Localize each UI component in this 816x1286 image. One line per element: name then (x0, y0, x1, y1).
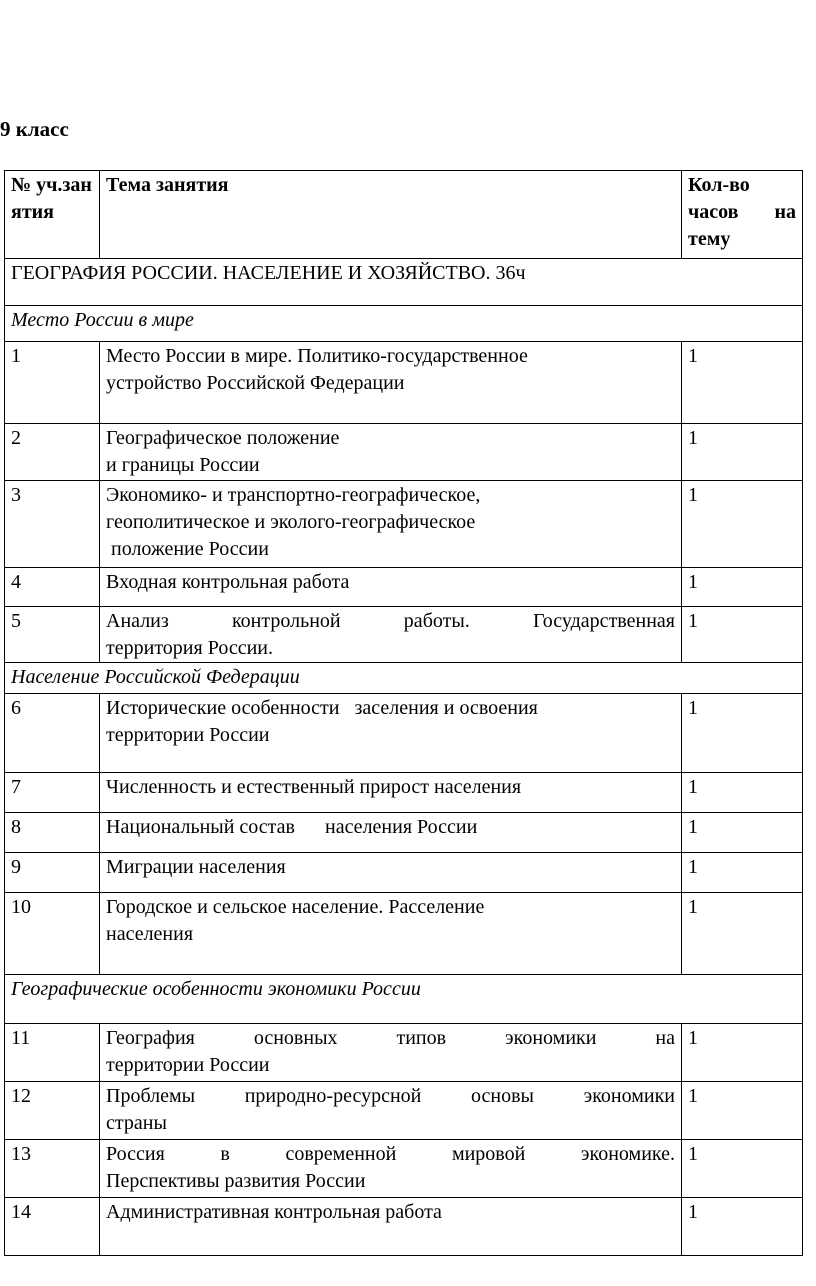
lesson-topic (100, 1024, 682, 1082)
lesson-topic-line: Географическое положение (106, 427, 340, 449)
lesson-number: 6 (5, 694, 100, 773)
lesson-hours: 1 (682, 342, 803, 424)
lesson-number: 2 (5, 424, 100, 481)
table-row (5, 568, 803, 607)
lesson-number: 8 (5, 813, 100, 853)
header-topic: Тема занятия (100, 171, 682, 259)
table-row (5, 694, 803, 773)
lesson-number: 3 (5, 481, 100, 568)
lesson-topic (100, 813, 682, 853)
lesson-number: 14 (5, 1198, 100, 1256)
lesson-topic-line: География основных типов экономики на (106, 1027, 675, 1049)
table-row (5, 1024, 803, 1082)
lesson-topic-line: Перспективы развития России (106, 1170, 366, 1192)
lesson-number: 10 (5, 893, 100, 975)
lesson-number: 13 (5, 1140, 100, 1198)
lesson-number: 11 (5, 1024, 100, 1082)
lesson-topic-line: Численность и естественный прирост населения (106, 776, 522, 798)
lesson-hours: 1 (682, 481, 803, 568)
section-main: ГЕОГРАФИЯ РОССИИ. НАСЕЛЕНИЕ И ХОЗЯЙСТВО. 36ч (5, 259, 803, 306)
lesson-topic-line: устройство Российской Федерации (106, 372, 405, 394)
lesson-topic (100, 1140, 682, 1198)
lesson-topic-line: Анализ контрольной работы. Государственная (106, 610, 675, 632)
lesson-topic-line: территория России. (106, 637, 273, 659)
lesson-topic (100, 481, 682, 568)
subsection-economy: Географические особенности экономики России (5, 975, 803, 1024)
subsection-population: Население Российской Федерации (5, 663, 803, 694)
lesson-hours: 1 (682, 853, 803, 893)
lesson-topic-line: геополитическое и эколого-географическое (106, 511, 476, 533)
lesson-hours: 1 (682, 1082, 803, 1140)
lesson-hours: 1 (682, 813, 803, 853)
lesson-number: 7 (5, 773, 100, 813)
lesson-topic-line: Городское и сельское население. Расселение (106, 896, 485, 918)
lesson-topic-line: положение России (106, 538, 269, 560)
lesson-topic-line: территории России (106, 1054, 270, 1076)
lesson-plan-table (4, 170, 803, 1256)
section-main-row (5, 259, 803, 306)
lesson-hours: 1 (682, 607, 803, 663)
lesson-topic-line: Административная контрольная работа (106, 1201, 442, 1223)
lesson-topic-line: Проблемы природно-ресурсной основы экономики (106, 1085, 675, 1107)
lesson-topic-line: Россия в современной мировой экономике. (106, 1143, 675, 1165)
lesson-hours: 1 (682, 1024, 803, 1082)
lesson-topic (100, 568, 682, 607)
lesson-topic-line: Миграции населения (106, 856, 286, 878)
table-row (5, 481, 803, 568)
lesson-topic (100, 607, 682, 663)
lesson-topic-line: страны (106, 1112, 167, 1134)
table-row (5, 424, 803, 481)
lesson-topic (100, 1082, 682, 1140)
table-row (5, 773, 803, 813)
lesson-topic (100, 893, 682, 975)
table-row (5, 342, 803, 424)
subsection-row (5, 663, 803, 694)
lesson-number: 12 (5, 1082, 100, 1140)
table-row (5, 1082, 803, 1140)
table-row (5, 813, 803, 853)
lesson-topic (100, 1198, 682, 1256)
table-row (5, 853, 803, 893)
header-row (5, 171, 803, 259)
lesson-topic (100, 853, 682, 893)
table-row (5, 1198, 803, 1256)
lesson-hours: 1 (682, 893, 803, 975)
table-row (5, 893, 803, 975)
lesson-number: 9 (5, 853, 100, 893)
lesson-hours: 1 (682, 424, 803, 481)
lesson-hours: 1 (682, 1140, 803, 1198)
table-row (5, 607, 803, 663)
lesson-hours: 1 (682, 773, 803, 813)
subsection-row (5, 306, 803, 342)
lesson-number: 5 (5, 607, 100, 663)
lesson-hours: 1 (682, 568, 803, 607)
lesson-topic-line: населения (106, 923, 194, 945)
lesson-topic-line: территории России (106, 724, 270, 746)
lesson-topic (100, 424, 682, 481)
lesson-topic-line: Входная контрольная работа (106, 571, 350, 593)
lesson-topic (100, 342, 682, 424)
subsection-place: Место России в мире (5, 306, 803, 342)
lesson-topic-line: Национальный состав населения России (106, 816, 478, 838)
lesson-number: 4 (5, 568, 100, 607)
subsection-row (5, 975, 803, 1024)
lesson-number: 1 (5, 342, 100, 424)
lesson-topic-line: Экономико- и транспортно-географическое, (106, 484, 481, 506)
class-title: 9 класс (0, 117, 69, 141)
lesson-hours: 1 (682, 694, 803, 773)
lesson-topic-line: Исторические особенности заселения и освоения (106, 697, 538, 719)
lesson-topic-line: Место России в мире. Политико-государственное (106, 345, 528, 367)
lesson-hours: 1 (682, 1198, 803, 1256)
header-hours: Кол-во часов на тему (682, 171, 803, 259)
table-row (5, 1140, 803, 1198)
header-num: № уч.занятия (5, 171, 100, 259)
lesson-topic (100, 773, 682, 813)
lesson-topic-line: и границы России (106, 454, 260, 476)
lesson-topic (100, 694, 682, 773)
